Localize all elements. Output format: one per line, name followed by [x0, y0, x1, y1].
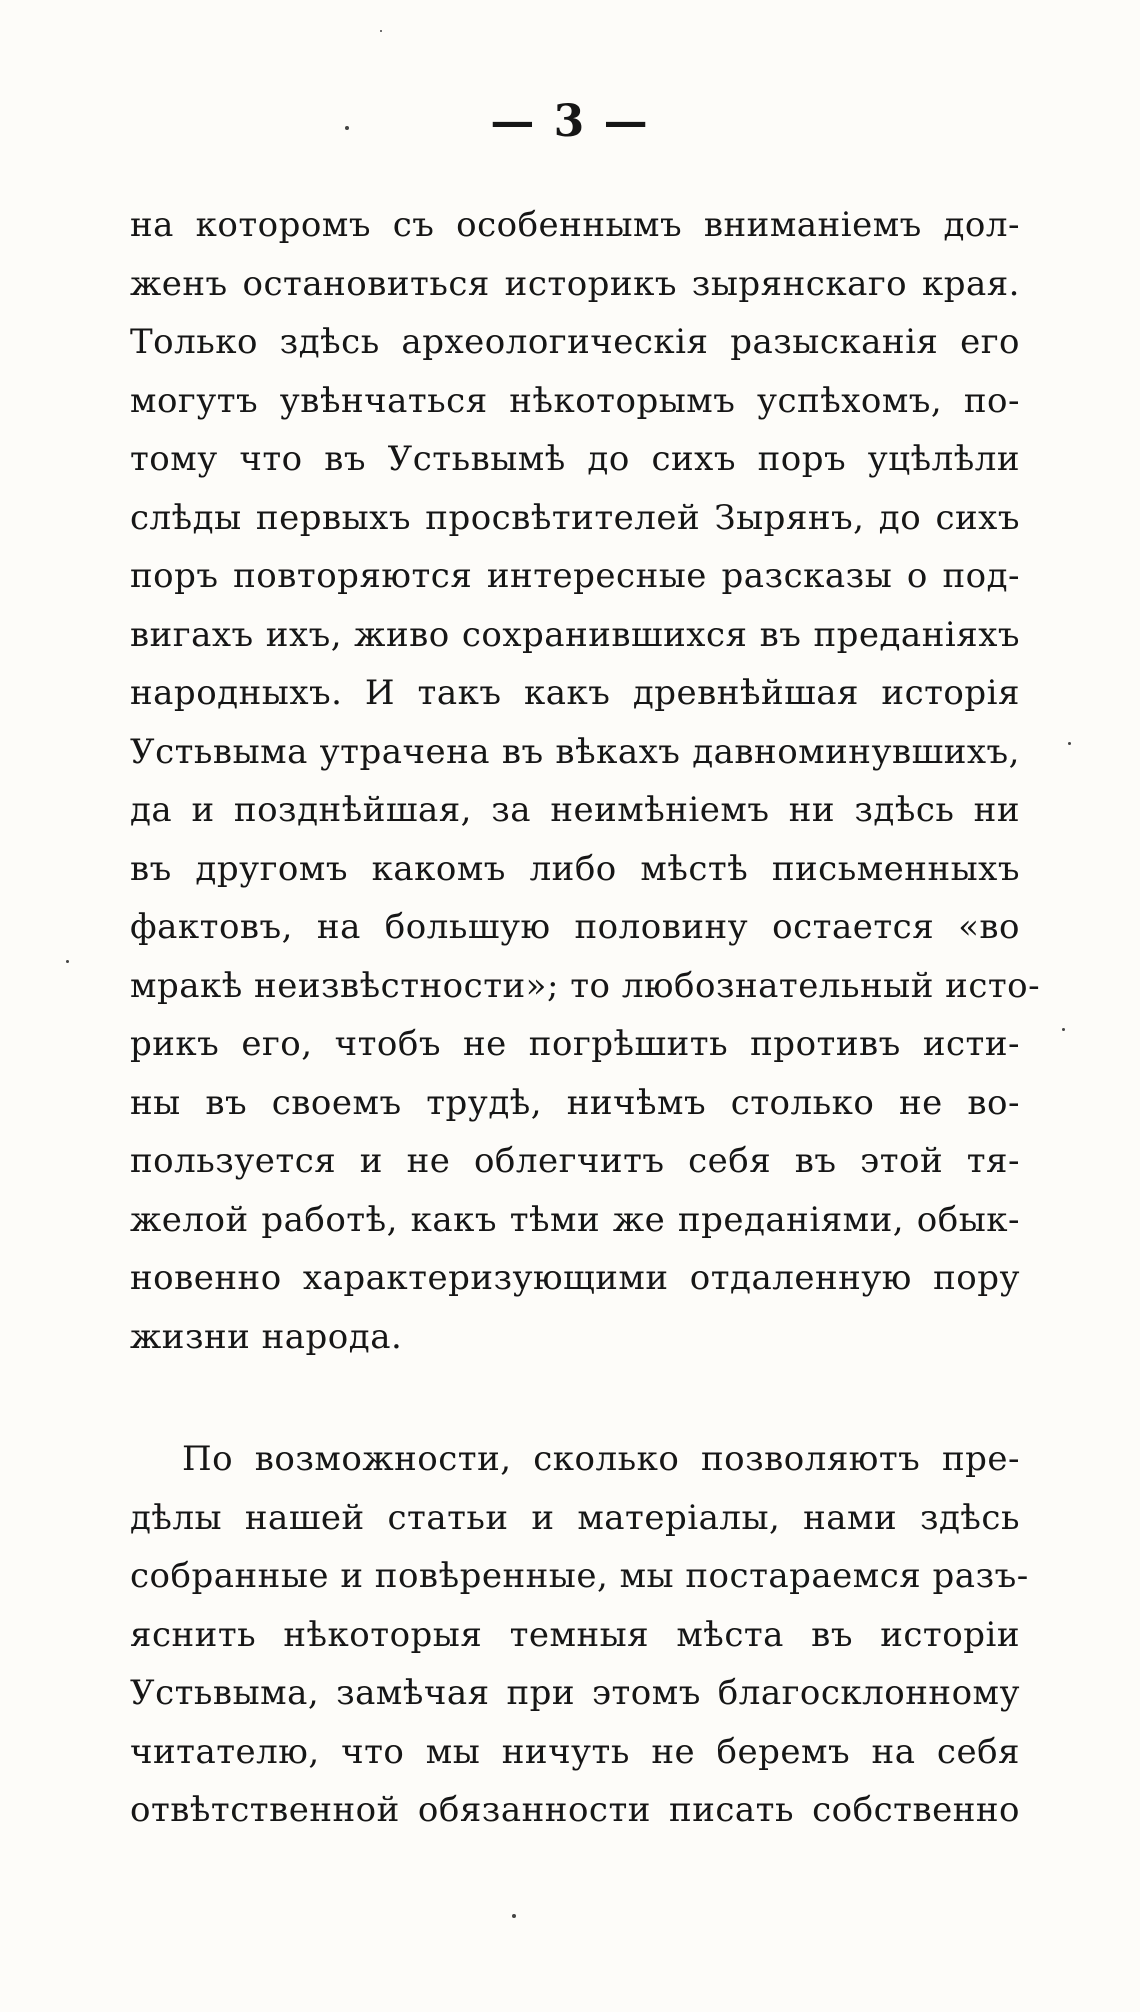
text-line: народныхъ. И такъ какъ древнѣйшая исторія — [130, 673, 1020, 713]
text-line: По возможности, сколько позволяютъ пре- — [182, 1439, 1020, 1479]
text-line: ны въ своемъ трудѣ, ничѣмъ столько не во- — [130, 1083, 1020, 1123]
text-line: на которомъ съ особеннымъ вниманіемъ дол- — [130, 205, 1020, 245]
text-line: желой работѣ, какъ тѣми же преданіями, обык- — [130, 1200, 1020, 1240]
text-line: тому что въ Устьвымѣ до сихъ поръ уцѣлѣли — [130, 439, 1020, 479]
scan-speck — [1062, 1028, 1065, 1031]
scan-speck — [512, 1914, 516, 1918]
text-line: вигахъ ихъ, живо сохранившихся въ преданіяхъ — [130, 615, 1020, 655]
text-line: женъ остановиться историкъ зырянскаго края. — [130, 264, 1020, 304]
text-line: поръ повторяются интересные разсказы о под- — [130, 556, 1020, 596]
text-line: да и позднѣйшая, за неимѣніемъ ни здѣсь ни — [130, 790, 1020, 830]
text-line: рикъ его, чтобъ не погрѣшить противъ исти- — [130, 1024, 1020, 1064]
scan-speck — [1068, 742, 1071, 745]
text-line: въ другомъ какомъ либо мѣстѣ письменныхъ — [130, 849, 1020, 889]
text-line: пользуется и не облегчитъ себя въ этой тя- — [130, 1141, 1020, 1181]
text-line: мракѣ неизвѣстности»; то любознательный исто- — [130, 966, 1041, 1006]
text-line: яснить нѣкоторыя темныя мѣста въ исторіи — [130, 1615, 1020, 1655]
text-line: Только здѣсь археологическія разысканія его — [130, 322, 1020, 362]
text-line: слѣды первыхъ просвѣтителей Зырянъ, до сихъ — [130, 498, 1020, 538]
scan-speck — [380, 30, 382, 32]
text-line: читателю, что мы ничуть не беремъ на себя — [130, 1732, 1020, 1772]
text-line: могутъ увѣнчаться нѣкоторымъ успѣхомъ, по- — [130, 381, 1020, 421]
text-line: отвѣтственной обязанности писать собственно — [130, 1790, 1020, 1830]
scan-speck — [345, 126, 349, 130]
text-line: собранные и повѣренные, мы постараемся разъ- — [130, 1556, 1029, 1596]
text-line: Устьвыма утрачена въ вѣкахъ давноминувшихъ, — [130, 732, 1020, 772]
text-line: дѣлы нашей статьи и матеріалы, нами здѣсь — [130, 1498, 1020, 1538]
text-line: новенно характеризующими отдаленную пору — [130, 1258, 1020, 1298]
text-line: Устьвыма, замѣчая при этомъ благосклонному — [130, 1673, 1020, 1713]
text-line: фактовъ, на большую половину остается «во — [130, 907, 1020, 947]
page-number: — 3 — — [490, 96, 650, 147]
scan-speck — [66, 960, 69, 963]
text-line: жизни народа. — [130, 1317, 403, 1357]
